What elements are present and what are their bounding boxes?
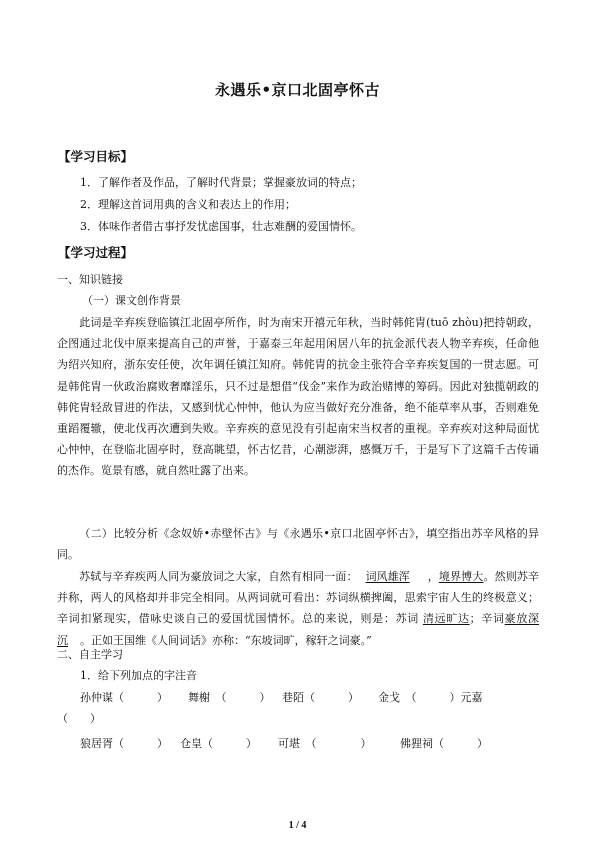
pinyin-item: 仓皇（ ） <box>180 737 257 750</box>
pinyin-item: 狼居胥（ ） <box>80 737 168 750</box>
compare-instruction <box>57 523 539 565</box>
compare-text: ， <box>427 570 439 583</box>
pinyin-item: 孙仲谋（ ） <box>80 691 168 704</box>
process-heading: 【学习过程】 <box>58 245 134 260</box>
pinyin-item: 巷陌（ ） <box>282 691 359 704</box>
compare-text: ；辛词 <box>469 612 505 626</box>
fill-blank-answer: 清远旷达 <box>422 612 470 626</box>
background-paragraph <box>57 312 539 482</box>
section-heading: 二、自主学习 <box>57 648 123 661</box>
fill-blank-answer: 豪放深沉 <box>57 612 540 647</box>
pinyin-item: 舞榭 （ ） <box>188 691 271 704</box>
section-heading: 一、知识链接 <box>57 273 123 286</box>
subsection-heading: （一）课文创作背景 <box>82 294 181 307</box>
pinyin-item: 金戈 （ ）元嘉 <box>378 691 483 704</box>
compare-instruction-text: （二）比较分析《念奴娇•赤壁怀古》与《永遇乐•京口北固亭怀古》，填空指出苏辛风格的异同。 <box>57 527 539 562</box>
pinyin-item: （ ） <box>57 712 101 725</box>
objective-item: 2．理解这首词用典的含义和表达上的作用； <box>80 198 296 211</box>
pinyin-item: 可堪 （ ） <box>278 737 372 750</box>
objectives-heading: 【学习目标】 <box>58 149 134 164</box>
compare-text: 。然则苏辛并称，两人的风格却并非完全相同。从两词就可看出：苏词纵横捭阖，思索宇宙人生的终极意义；辛词扣紧现实，借咏史谈自己的爱国忧国情怀。总的来说，则是：苏词 <box>57 570 540 626</box>
compare-text: 。正如王国维《人间词话》亦称：“东坡词旷，稼轩之词豪。” <box>80 633 372 647</box>
objective-item: 1．了解作者及作品，了解时代背景；掌握豪放词的特点； <box>80 176 362 189</box>
background-text: 此词是辛弃疾登临镇江北固亭所作，时为南宋开禧元年秋，当时韩侂胄(tuō zhòu)把持朝政，企图通过北伐中原来提高自己的声誉，于嘉泰三年起用闲居八年的抗金派代表人物辛弃疾，任命他为绍兴知府，浙东安任使，次年调任镇江知府。韩侂胄的抗金主张符合辛弃疾复国的一贯志愿。可是韩侂胄一伙政治腐败奢靡淫乐，只不过是想借“伐金”来作为政治赌博的筹码。因此对独揽朝政的韩侂胄轻敌冒进的作法，又感到忧心忡忡，他认为应当做好充分准备，绝不能草率从事，否则难免重蹈覆辙，使北伐再次遭到失败。辛弃疾的意见没有引起南宋当权者的重视。辛弃疾对这种局面忧心忡忡，在登临北固亭时，登高眺望，怀古忆昔，心潮澎湃，感慨万千，于是写下了这篇千古传诵的杰作。览景有感，就自然吐露了出来。 <box>57 316 539 478</box>
fill-blank-answer: 词风雄浑 <box>365 570 410 583</box>
compare-paragraph <box>57 566 539 651</box>
objective-item: 3．体味作者借古事抒发忧虑国事，壮志难酬的爱国情怀。 <box>80 220 362 233</box>
fill-blank-answer: 境界博大 <box>438 570 484 583</box>
pinyin-item: 佛狸祠（ ） <box>400 737 488 750</box>
page-number: 1 / 4 <box>288 820 307 831</box>
question-label: 1．给下列加点的字注音 <box>80 669 197 682</box>
document-title: 永遇乐•京口北固亭怀古 <box>214 81 381 99</box>
compare-text: 苏轼与辛弃疾两人同为豪放词之大家，自然有相同一面： <box>79 570 358 583</box>
